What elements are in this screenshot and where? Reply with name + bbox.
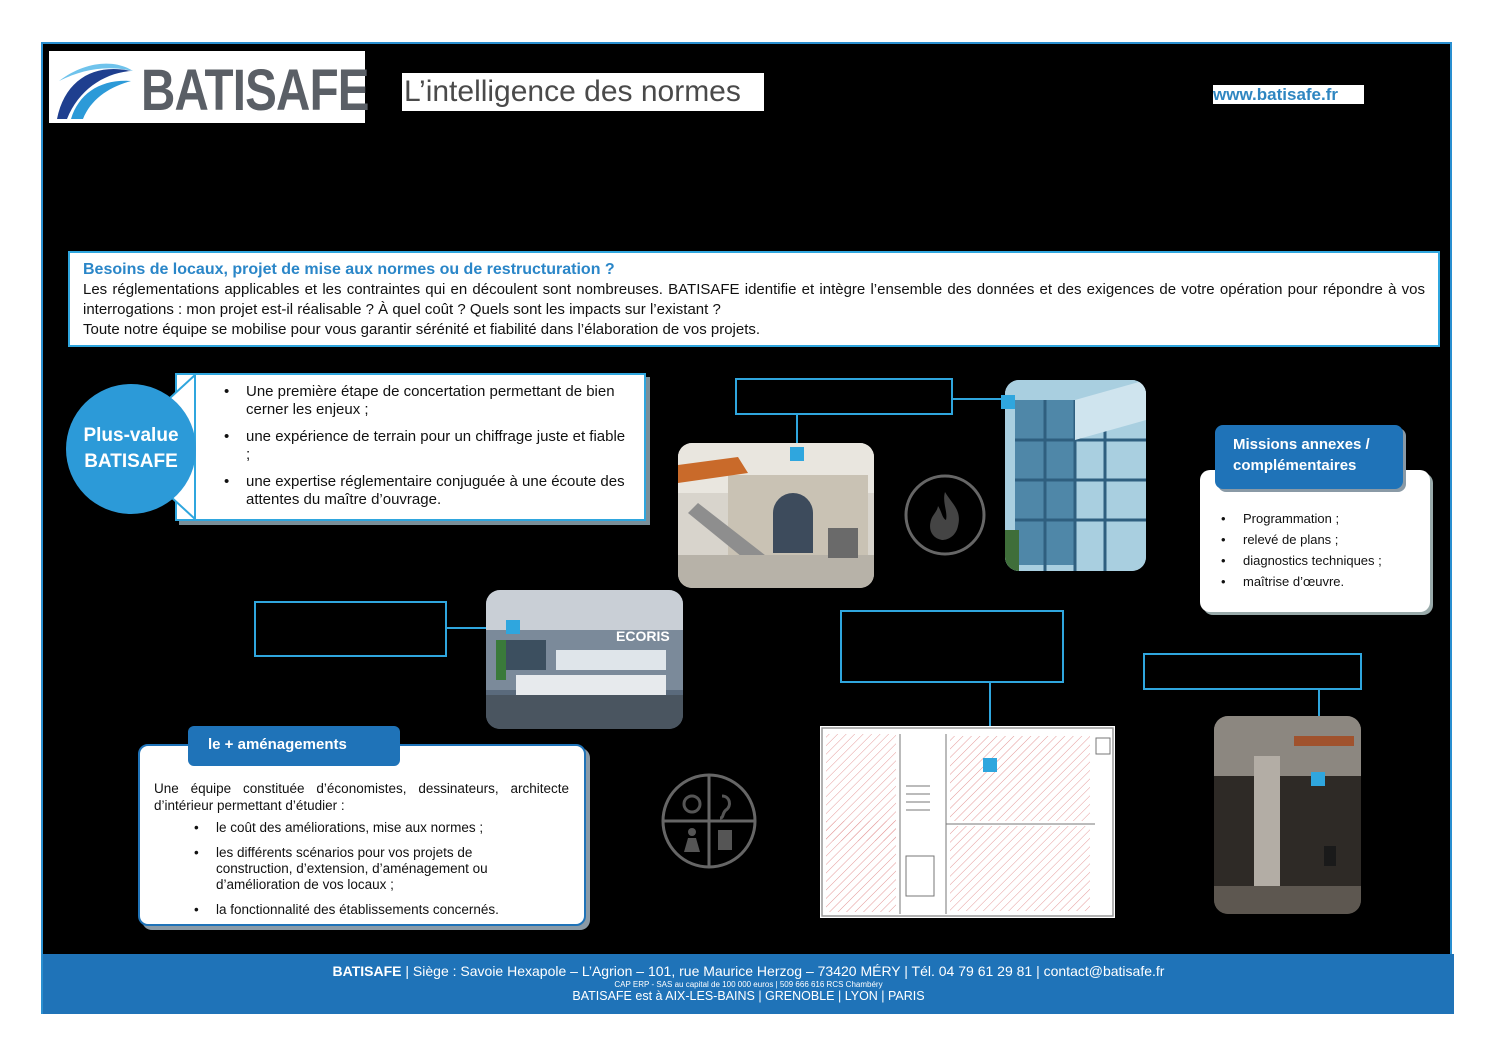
callout-line: [951, 398, 1007, 400]
missions-list: [1213, 508, 1423, 592]
intro-box: [68, 251, 1440, 347]
list-item: • Une première étape de concertation permettant de bien cerner les enjeux ;: [216, 383, 631, 419]
plus-value-list: [216, 383, 631, 518]
footer-address: | Siège : Savoie Hexapole – L’Agrion – 101, rue Maurice Herzog – 73420 MÉRY | Tél. 04 79 61 29 81 | contact@batisafe.fr: [401, 963, 1165, 979]
intro-title: Besoins de locaux, projet de mise aux normes ou de restructuration ?: [83, 261, 615, 278]
logo-text: BATISAFE: [141, 58, 369, 123]
plus-value-badge: [66, 384, 196, 514]
intro-paragraph: Les réglementations applicables et les contraintes qui en découlent sont nombreuses. BATISAFE identifie et intègre l’ensemble des données et des exigences de votre opération pour répondre à vos interrogations : mon projet est-il réalisable ? À quel coût ? Quels sont les impacts sur l’existant ?: [83, 281, 1425, 318]
office-sign: ECORIS: [616, 628, 670, 644]
glass-building-illustration: [1005, 380, 1146, 571]
callout-marker: [983, 758, 997, 772]
callout-marker: [506, 620, 520, 634]
station-photo-illustration: [678, 443, 874, 588]
office-photo-illustration: [486, 590, 683, 729]
footer-legal: CAP ERP - SAS au capital de 100 000 euros | 509 666 616 RCS Chambéry: [614, 980, 883, 989]
amenagements-list: [186, 820, 526, 927]
office-photo: [486, 590, 683, 729]
footer: [43, 954, 1454, 1014]
plus-value-label: Plus-value: [83, 425, 179, 446]
station-photo: [678, 443, 874, 588]
list-item: • maîtrise d’œuvre.: [1213, 571, 1423, 592]
missions-title: Missions annexes / complémentaires: [1215, 425, 1403, 489]
fire-icon: [904, 474, 986, 556]
tagline: L’intelligence des normes: [402, 73, 764, 111]
callout-box: [1143, 653, 1362, 690]
glass-building-photo: [1005, 380, 1146, 571]
callout-marker: [1001, 395, 1015, 409]
list-item: • le coût des améliorations, mise aux normes ;: [186, 820, 526, 836]
floor-plan: [820, 726, 1115, 918]
plus-value-label: BATISAFE: [84, 451, 178, 472]
list-item: • relevé de plans ;: [1213, 529, 1423, 550]
list-item: • diagnostics techniques ;: [1213, 550, 1423, 571]
basement-photo-illustration: [1214, 716, 1361, 914]
website-link[interactable]: www.batisafe.fr: [1213, 85, 1364, 104]
callout-marker: [1311, 772, 1325, 786]
list-item: • la fonctionnalité des établissements concernés.: [186, 902, 526, 918]
footer-locations: BATISAFE est à AIX-LES-BAINS | GRENOBLE | LYON | PARIS: [572, 989, 925, 1003]
footer-brand: BATISAFE: [332, 963, 402, 979]
callout-marker: [790, 447, 804, 461]
list-item: • une expertise réglementaire conjuguée à une écoute des attentes du maître d’ouvrage.: [216, 473, 631, 509]
amenagements-intro: Une équipe constituée d’économistes, dessinateurs, architecte d’intérieur permettant d’étudier :: [154, 781, 569, 813]
floor-plan-illustration: [820, 726, 1115, 918]
list-item: • les différents scénarios pour vos projets de construction, d’extension, d’aménagement ou d’amélioration de vos locaux ;: [186, 845, 526, 893]
logo-arc-icon: [55, 59, 135, 121]
callout-box: [254, 601, 447, 657]
callout-box: [840, 610, 1064, 683]
accessibility-icon: [660, 772, 758, 870]
basement-photo: [1214, 716, 1361, 914]
amenagements-title: le + aménagements: [188, 726, 400, 766]
batisafe-logo: [49, 51, 369, 123]
list-item: • Programmation ;: [1213, 508, 1423, 529]
footer-contact: [43, 954, 1454, 980]
list-item: • une expérience de terrain pour un chiffrage juste et fiable ;: [216, 428, 631, 464]
callout-box: [735, 378, 953, 415]
intro-paragraph: Toute notre équipe se mobilise pour vous garantir sérénité et fiabilité dans l’élaboration de vos projets.: [83, 321, 761, 338]
